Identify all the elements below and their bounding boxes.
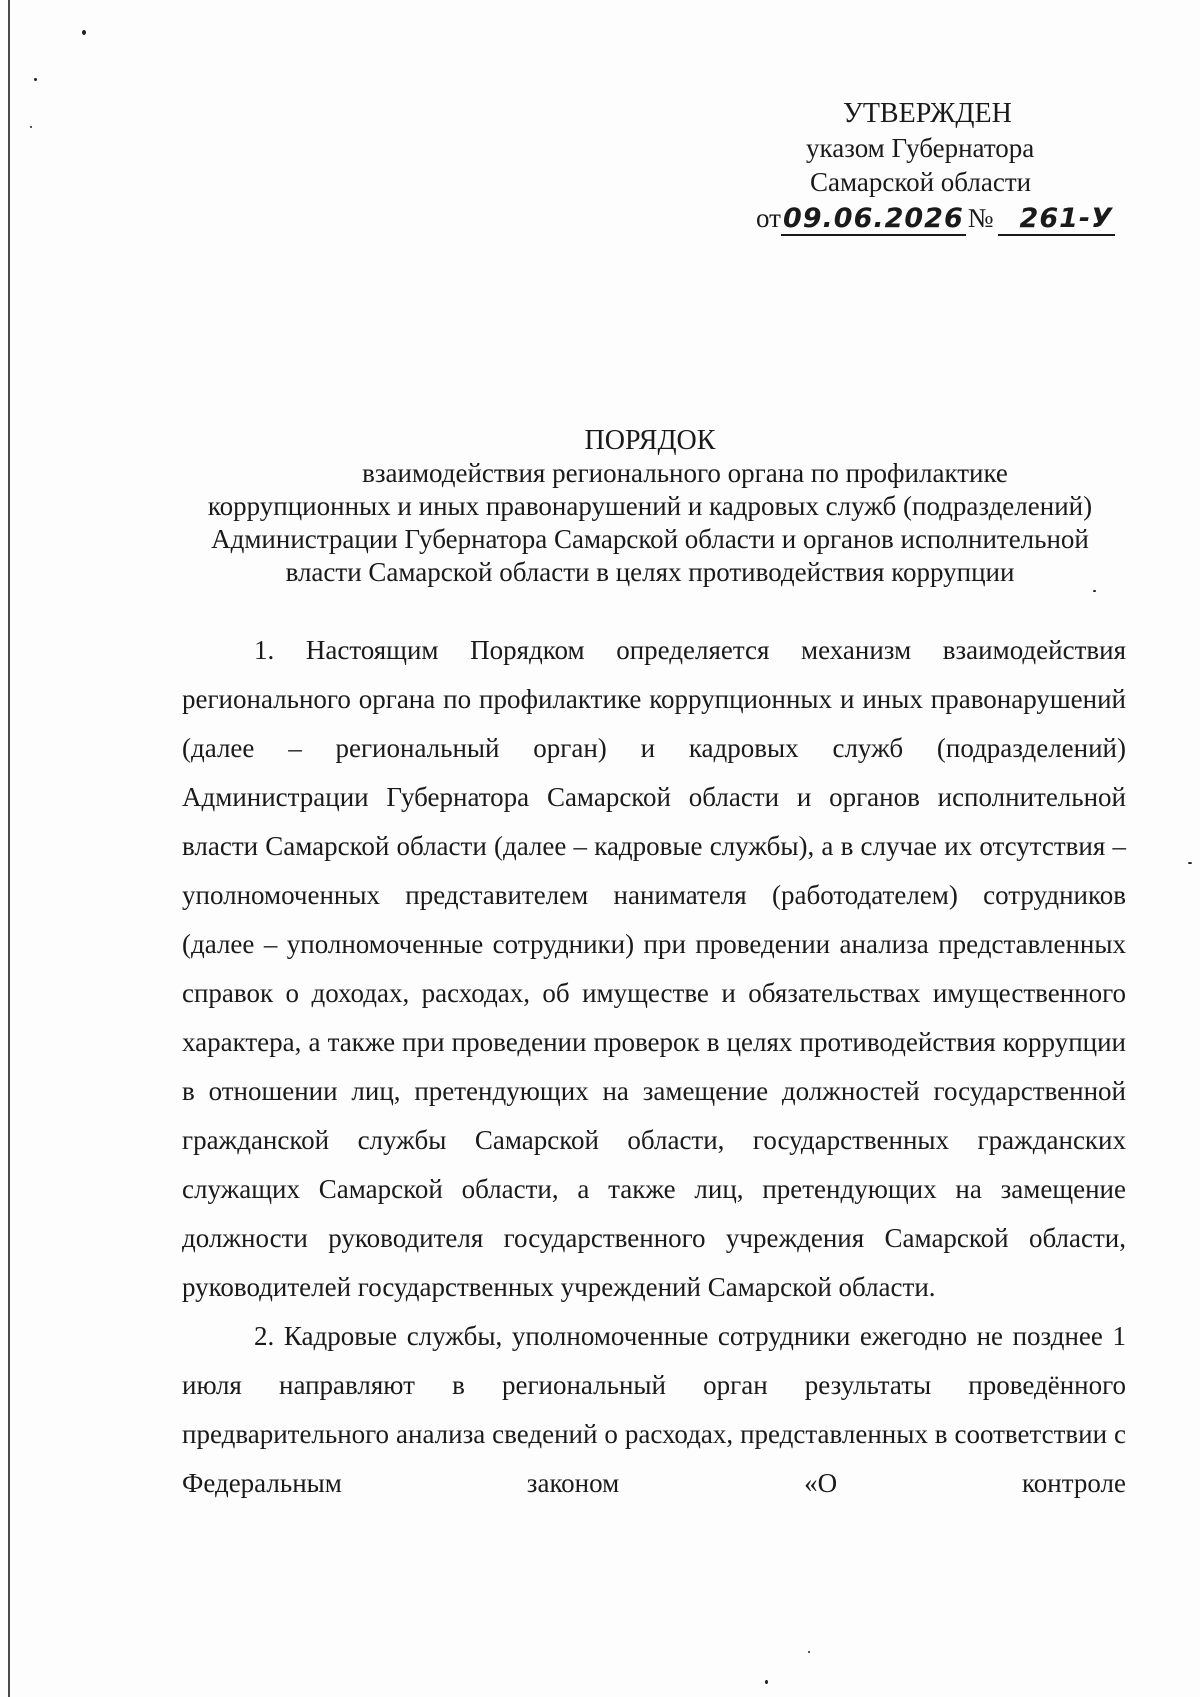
body-paragraph: 2. Кадровые службы, уполномоченные сотрудники ежегодно не позднее 1 июля направляют в региональный орган результаты проведённого предварительного анализа сведений о расходах, представленных в соответствии с Федеральным законом «О контроле	[182, 1321, 1126, 1498]
title-subtitle-line: взаимодействия регионального органа по профилактике	[362, 458, 1008, 488]
handwritten-number: 261-У	[998, 203, 1115, 236]
approval-heading: УТВЕРЖДЕН	[843, 98, 1012, 129]
number-label: №	[967, 203, 994, 233]
scan-speck	[808, 1651, 810, 1653]
title-subtitle-line: коррупционных и иных правонарушений и кадровых служб (подразделений)	[207, 491, 1093, 521]
scan-speck	[34, 78, 37, 81]
date-prefix: от	[756, 203, 781, 233]
document-title: ПОРЯДОК	[584, 425, 716, 456]
document-title-block	[170, 424, 1130, 589]
scan-speck	[82, 30, 86, 35]
scan-speck	[765, 1680, 768, 1684]
document-body	[182, 626, 1126, 1557]
handwritten-date: 09.06.2026	[782, 203, 964, 234]
title-subtitle-line: власти Самарской области в целях противодействия коррупции	[285, 557, 1015, 587]
scan-speck	[1188, 862, 1192, 864]
body-paragraph: 1. Настоящим Порядком определяется механизм взаимодействия регионального органа по профилактике коррупционных и иных правонарушений (далее – региональный орган) и кадровых служб (подразделений) Администрации Губернатора Самарской области и органов исполнительной власти Самарской области (далее – кадровые службы), а в случае их отсутствия – уполномоченных представителем нанимателя (работодателем) сотрудников (далее – уполномоченные сотрудники) при проведении анализа представленных справок о доходах, расходах, об имуществе и обязательствах имущественного характера, а также при проведении проверок в целях противодействия коррупции в отношении лиц, претендующих на замещение должностей государственной гражданской службы Самарской области, государственных гражданских служащих Самарской области, а также лиц, претендующих на замещение должности руководителя государственного учреждения Самарской области, руководителей государственных учреждений Самарской области.	[182, 635, 1126, 1302]
title-subtitle-line: Администрации Губернатора Самарской области и органов исполнительной	[211, 524, 1089, 554]
approval-region-line: Самарской области	[810, 167, 1032, 197]
scan-speck	[1093, 590, 1096, 592]
approval-date-row	[756, 202, 1115, 235]
scan-left-edge	[8, 0, 10, 1697]
scan-speck	[30, 126, 32, 128]
approval-decree-line: указом Губернатора	[806, 133, 1035, 163]
